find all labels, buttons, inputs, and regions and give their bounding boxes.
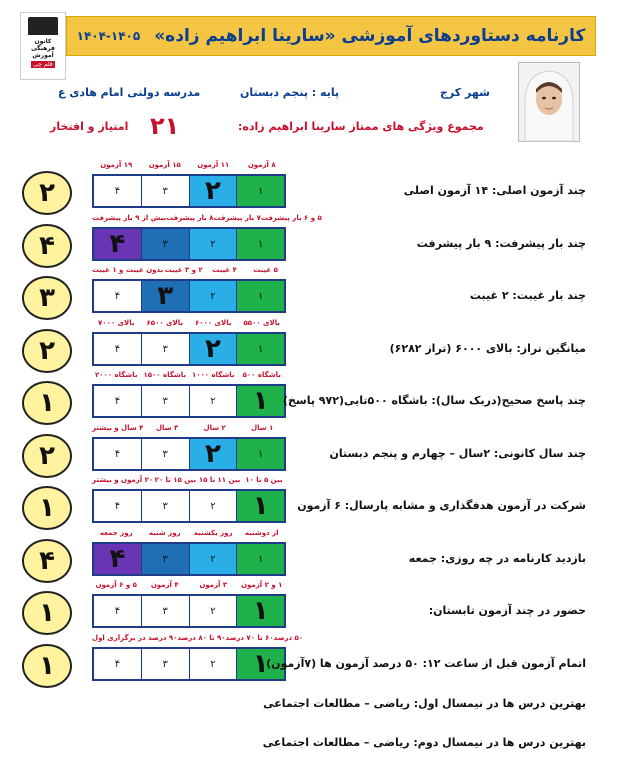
row-description: چند سال کانونی: ۲سال – چهارم و پنجم دبستان	[329, 447, 586, 460]
row-description: میانگین تراز: بالای ۶۰۰۰ (تراز ۶۲۸۲)	[389, 342, 586, 355]
score-cell: ۱	[236, 281, 284, 311]
score-cell: ۱	[236, 229, 284, 259]
criteria-label: ۱۱ آزمون	[197, 161, 230, 169]
best-subjects-first-term: بهترین درس ها در نیمسال اول: ریاضی – مطالعات اجتماعی	[263, 697, 586, 710]
row-score-badge: ۱	[22, 644, 72, 688]
total-score: ۲۱	[150, 112, 180, 140]
row-score-badge: ۲	[22, 329, 72, 373]
score-cell: ۱	[236, 649, 284, 679]
graduate-figure-icon	[28, 17, 58, 35]
score-cell: ۲	[189, 176, 237, 206]
criteria-label: ۲۰ آزمون و بیشتر	[92, 476, 154, 484]
score-cell: ۱	[236, 596, 284, 626]
criteria-label: بالای ۶۰۰۰	[195, 319, 232, 327]
score-cell: ۴	[94, 649, 141, 679]
criteria-label: باشگاه ۱۰۰۰	[191, 371, 235, 379]
student-portrait-icon	[519, 63, 579, 141]
row-criteria-labels	[92, 476, 286, 488]
row-score-badge: ۱	[22, 591, 72, 635]
row-score-boxes	[92, 489, 286, 523]
row-score-badge: ۲	[22, 171, 72, 215]
score-cell: ۱	[236, 439, 284, 469]
score-cell: ۳	[141, 176, 189, 206]
row-score-boxes	[92, 647, 286, 681]
score-cell: ۳	[141, 334, 189, 364]
score-cell: ۴	[94, 176, 141, 206]
row-score-badge: ۲	[22, 434, 72, 478]
criteria-label: ۱۵ آزمون	[148, 161, 181, 169]
row-score-badge: ۱	[22, 486, 72, 530]
row-description: بازدید کارنامه در چه روزی: جمعه	[408, 552, 586, 565]
criteria-label: ۳ سال	[155, 424, 179, 432]
criteria-label: روز شنبه	[148, 529, 181, 537]
row-score-boxes	[92, 174, 286, 208]
row-score-boxes	[92, 332, 286, 366]
criteria-label: ۴ آزمون	[150, 581, 179, 589]
criteria-label: روز جمعه	[99, 529, 133, 537]
score-cell: ۳	[141, 596, 189, 626]
row-criteria-labels	[92, 371, 286, 383]
academic-year: ۱۴۰۴-۱۴۰۵	[76, 29, 141, 43]
row-description: شرکت در آزمون هدفگذاری و مشابه پارسال: ۶ آزمون	[297, 499, 586, 512]
score-cell: ۳	[141, 544, 189, 574]
score-cell: ۲	[189, 334, 237, 364]
row-description: چند آزمون اصلی: ۱۴ آزمون اصلی	[403, 184, 586, 197]
criteria-label: ۵ غیبت	[253, 266, 278, 274]
score-cell: ۴	[94, 596, 141, 626]
logo-text: کانون فرهنگی آموزش	[31, 38, 55, 59]
row-description: چند بار پیشرفت: ۹ بار پیشرفت	[416, 237, 586, 250]
criteria-label: ۹۰ تا ۸۰ درصد	[177, 634, 226, 642]
kanoon-logo	[20, 12, 66, 80]
logo-tag: قلم چی	[33, 61, 53, 68]
score-cell: ۲	[189, 439, 237, 469]
criteria-label: ۵ و ۶ آزمون	[95, 581, 137, 589]
row-criteria-labels	[92, 529, 286, 541]
score-cell: ۴	[94, 491, 141, 521]
best-subjects-second-term: بهترین درس ها در نیمسال دوم: ریاضی – مطالعات اجتماعی	[262, 736, 586, 749]
score-cell: ۳	[141, 229, 189, 259]
criteria-label: ۸ بار پیشرفت	[166, 214, 214, 222]
criteria-label: ۳ آزمون	[199, 581, 228, 589]
criteria-label: ۱ و ۲ آزمون	[241, 581, 283, 589]
criteria-label: ۲ و ۳ غیبت	[164, 266, 203, 274]
criteria-label: ۲ سال	[203, 424, 226, 432]
score-cell: ۲	[189, 491, 237, 521]
grade-label: پایه : پنجم دبستان	[240, 86, 340, 99]
score-cell: ۴	[94, 229, 141, 259]
score-cell: ۲	[189, 596, 237, 626]
row-criteria-labels	[92, 214, 322, 226]
school-label: مدرسه دولتی امام هادی ع	[58, 86, 201, 99]
criteria-label: ۴ غیبت	[212, 266, 237, 274]
score-cell: ۳	[141, 491, 189, 521]
row-criteria-labels	[92, 581, 286, 593]
score-cell: ۴	[94, 544, 141, 574]
score-cell: ۳	[141, 439, 189, 469]
city-label: شهر کرج	[440, 86, 490, 99]
score-cell: ۳	[141, 386, 189, 416]
row-score-boxes	[92, 279, 286, 313]
row-description: چند پاسخ صحیح(دربک سال): باشگاه ۵۰۰تایی(۹۷۲ پاسخ)	[282, 394, 586, 407]
score-cell: ۲	[189, 386, 237, 416]
score-cell: ۲	[189, 281, 237, 311]
row-criteria-labels	[92, 266, 286, 278]
score-cell: ۴	[94, 386, 141, 416]
score-cell: ۳	[141, 649, 189, 679]
score-cell: ۱	[236, 176, 284, 206]
score-cell: ۴	[94, 439, 141, 469]
criteria-label: بالای ۶۵۰۰	[146, 319, 183, 327]
criteria-label: بالای ۵۵۰۰	[243, 319, 280, 327]
criteria-label: ۹۰ درصد در برگزاری اول	[92, 634, 178, 642]
score-cell: ۱	[236, 491, 284, 521]
criteria-label: ۸ آزمون	[247, 161, 276, 169]
criteria-label: ۱ سال	[251, 424, 274, 432]
score-cell: ۱	[236, 386, 284, 416]
row-score-badge: ۳	[22, 276, 72, 320]
score-cell: ۳	[141, 281, 189, 311]
score-cell: ۱	[236, 334, 284, 364]
student-photo	[518, 62, 580, 142]
row-criteria-labels	[92, 424, 286, 436]
criteria-label: از دوشنبه	[244, 529, 279, 537]
score-cell: ۲	[189, 544, 237, 574]
criteria-label: باشگاه ۱۵۰۰	[143, 371, 186, 379]
criteria-label: بیش از ۹ بار پیشرفت	[92, 214, 167, 222]
features-title: مجموع ویژگی های ممتاز سارینا ابراهیم زاده:	[238, 120, 484, 133]
score-cell: ۴	[94, 334, 141, 364]
score-label: امتیاز و افتخار	[50, 120, 129, 133]
criteria-label: بین ۵ تا ۱۰	[245, 476, 283, 484]
criteria-label: ۶۰ تا ۷۰ درصد	[225, 634, 274, 642]
row-score-boxes	[92, 542, 286, 576]
criteria-label: ۵ و ۶ بار پیشرفت	[260, 214, 322, 222]
row-score-boxes	[92, 227, 286, 261]
row-criteria-labels	[92, 161, 286, 173]
title-bar	[66, 16, 596, 56]
row-score-boxes	[92, 437, 286, 471]
criteria-label: ۵۰ درصد	[273, 634, 304, 642]
row-description: حضور در چند آزمون تابستان:	[428, 604, 586, 617]
row-score-badge: ۴	[22, 224, 72, 268]
criteria-label: ۴ سال و بیشتر	[92, 424, 144, 432]
row-score-boxes	[92, 594, 286, 628]
criteria-label: روز یکشنبه	[193, 529, 233, 537]
criteria-label: بین ۱۱ تا ۱۵	[198, 476, 241, 484]
row-criteria-labels	[92, 634, 304, 646]
row-score-boxes	[92, 384, 286, 418]
report-title: کارنامه دستاوردهای آموزشی «سارینا ابراهیم زاده»	[154, 26, 586, 46]
criteria-label: باشگاه ۲۰۰۰	[94, 371, 138, 379]
score-cell: ۲	[189, 229, 237, 259]
criteria-label: ۱۹ آزمون	[100, 161, 133, 169]
row-score-badge: ۱	[22, 381, 72, 425]
row-criteria-labels	[92, 319, 286, 331]
score-cell: ۱	[236, 544, 284, 574]
criteria-label: بین ۱۵ تا ۲۰	[154, 476, 197, 484]
criteria-label: باشگاه ۵۰۰	[242, 371, 281, 379]
criteria-label: ۷ بار پیشرفت	[213, 214, 261, 222]
row-description: چند بار غیبت: ۲ غیبت	[469, 289, 586, 302]
score-cell: ۴	[94, 281, 141, 311]
row-description: اتمام آزمون قبل از ساعت ۱۲: ۵۰ درصد آزمون ها (۷آزمون)	[266, 657, 586, 670]
score-cell: ۲	[189, 649, 237, 679]
row-score-badge: ۴	[22, 539, 72, 583]
criteria-label: بالای ۷۰۰۰	[98, 319, 135, 327]
criteria-label: بدون غیبت و ۱ غیبت	[92, 266, 164, 274]
